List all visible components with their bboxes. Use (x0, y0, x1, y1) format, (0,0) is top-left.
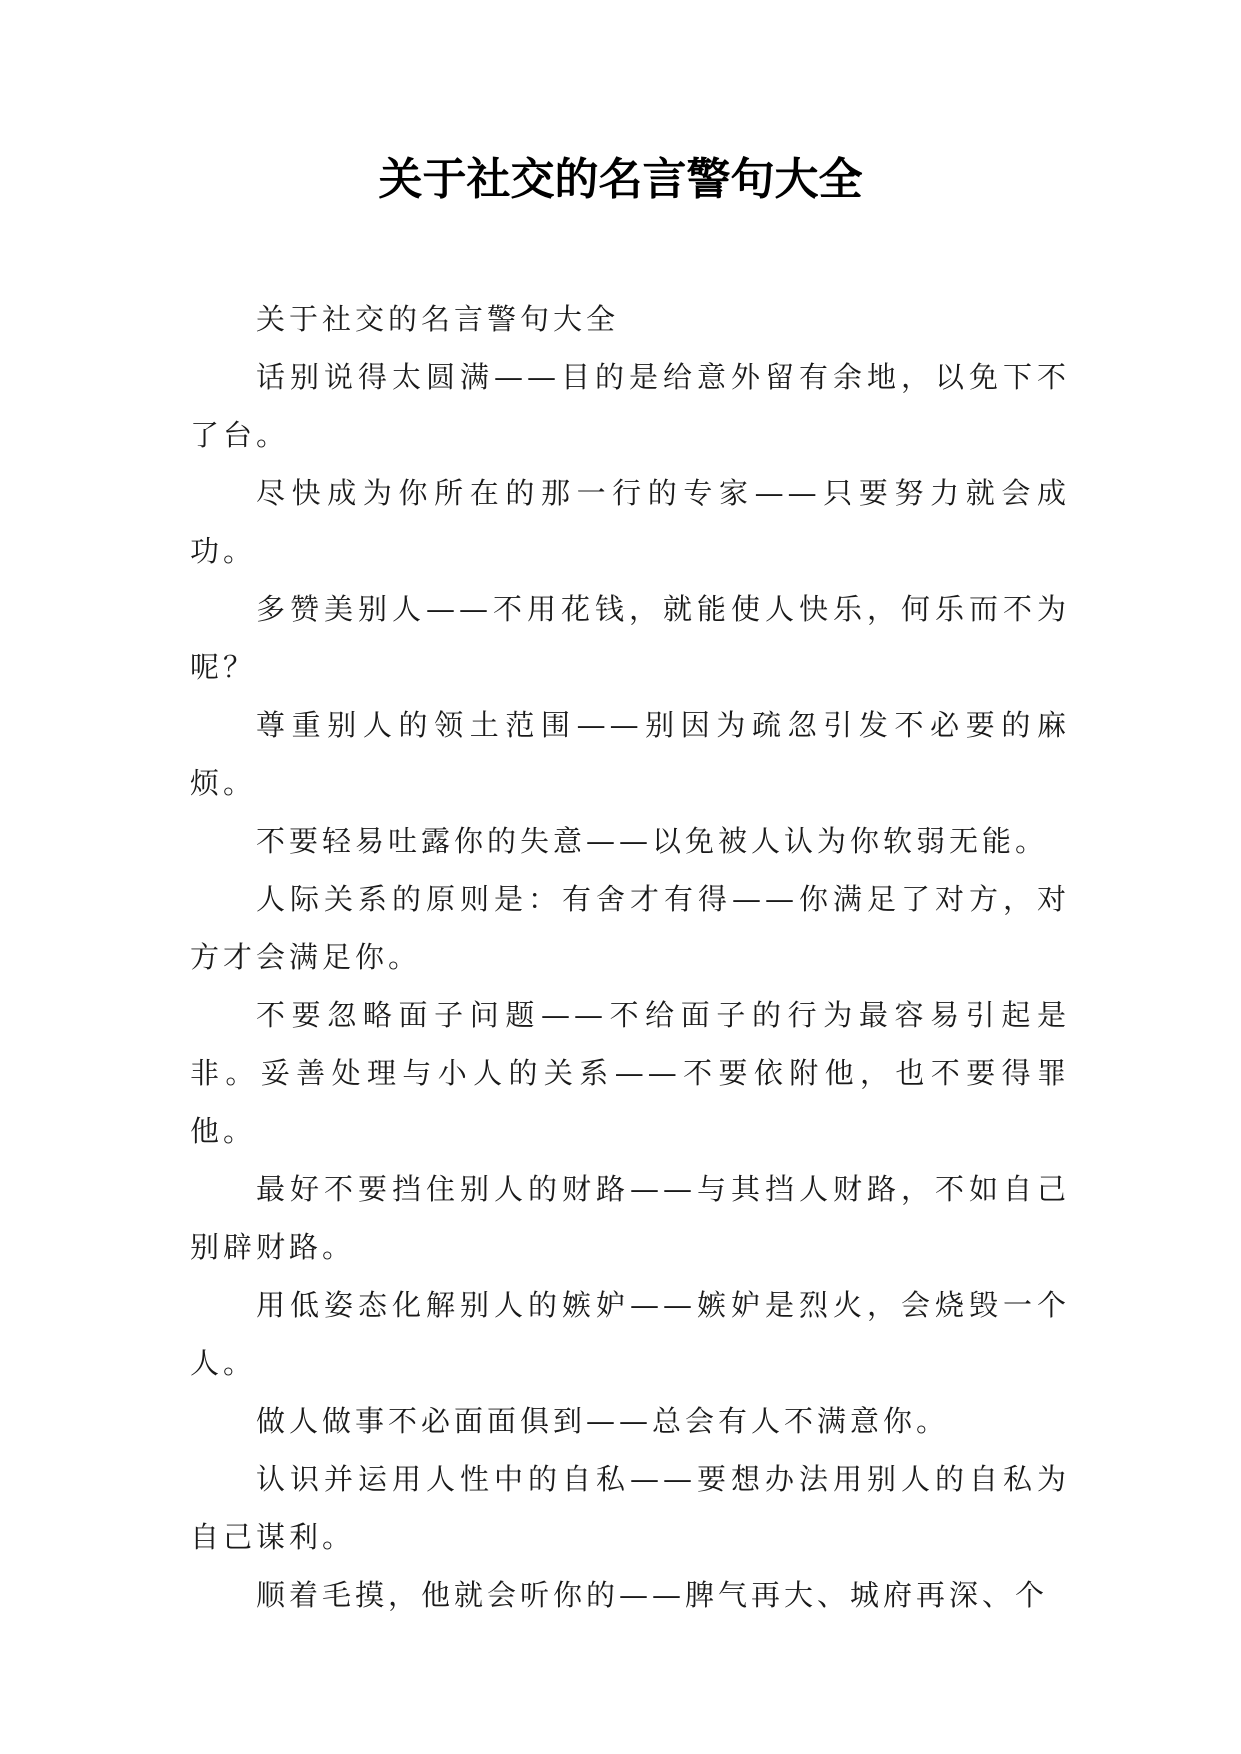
paragraph: 尽快成为你所在的那一行的专家——只要努力就会成功。 (190, 476, 1070, 568)
paragraph: 关于社交的名言警句大全 (256, 302, 620, 336)
paragraph: 认识并运用人性中的自私——要想办法用别人的自私为自己谋利。 (190, 1462, 1070, 1554)
paragraph: 不要轻易吐露你的失意——以免被人认为你软弱无能。 (256, 824, 1049, 858)
paragraph: 人际关系的原则是：有舍才有得——你满足了对方，对方才会满足你。 (190, 882, 1070, 974)
document-body (190, 290, 1070, 1624)
paragraph: 话别说得太圆满——目的是给意外留有余地，以免下不了台。 (190, 360, 1070, 452)
document-title: 关于社交的名言警句大全 (378, 154, 863, 205)
paragraph: 最好不要挡住别人的财路——与其挡人财路，不如自己别辟财路。 (190, 1172, 1070, 1264)
paragraph: 多赞美别人——不用花钱，就能使人快乐，何乐而不为呢？ (190, 592, 1070, 684)
paragraph: 顺着毛摸，他就会听你的——脾气再大、城府再深、个 (256, 1578, 1049, 1612)
paragraph: 不要忽略面子问题——不给面子的行为最容易引起是非。妥善处理与小人的关系——不要依附他，也不要得罪他。 (190, 998, 1070, 1148)
paragraph: 做人做事不必面面俱到——总会有人不满意你。 (256, 1404, 950, 1438)
paragraph: 用低姿态化解别人的嫉妒——嫉妒是烈火，会烧毁一个人。 (190, 1288, 1070, 1380)
paragraph: 尊重别人的领土范围——别因为疏忽引发不必要的麻烦。 (190, 708, 1070, 800)
